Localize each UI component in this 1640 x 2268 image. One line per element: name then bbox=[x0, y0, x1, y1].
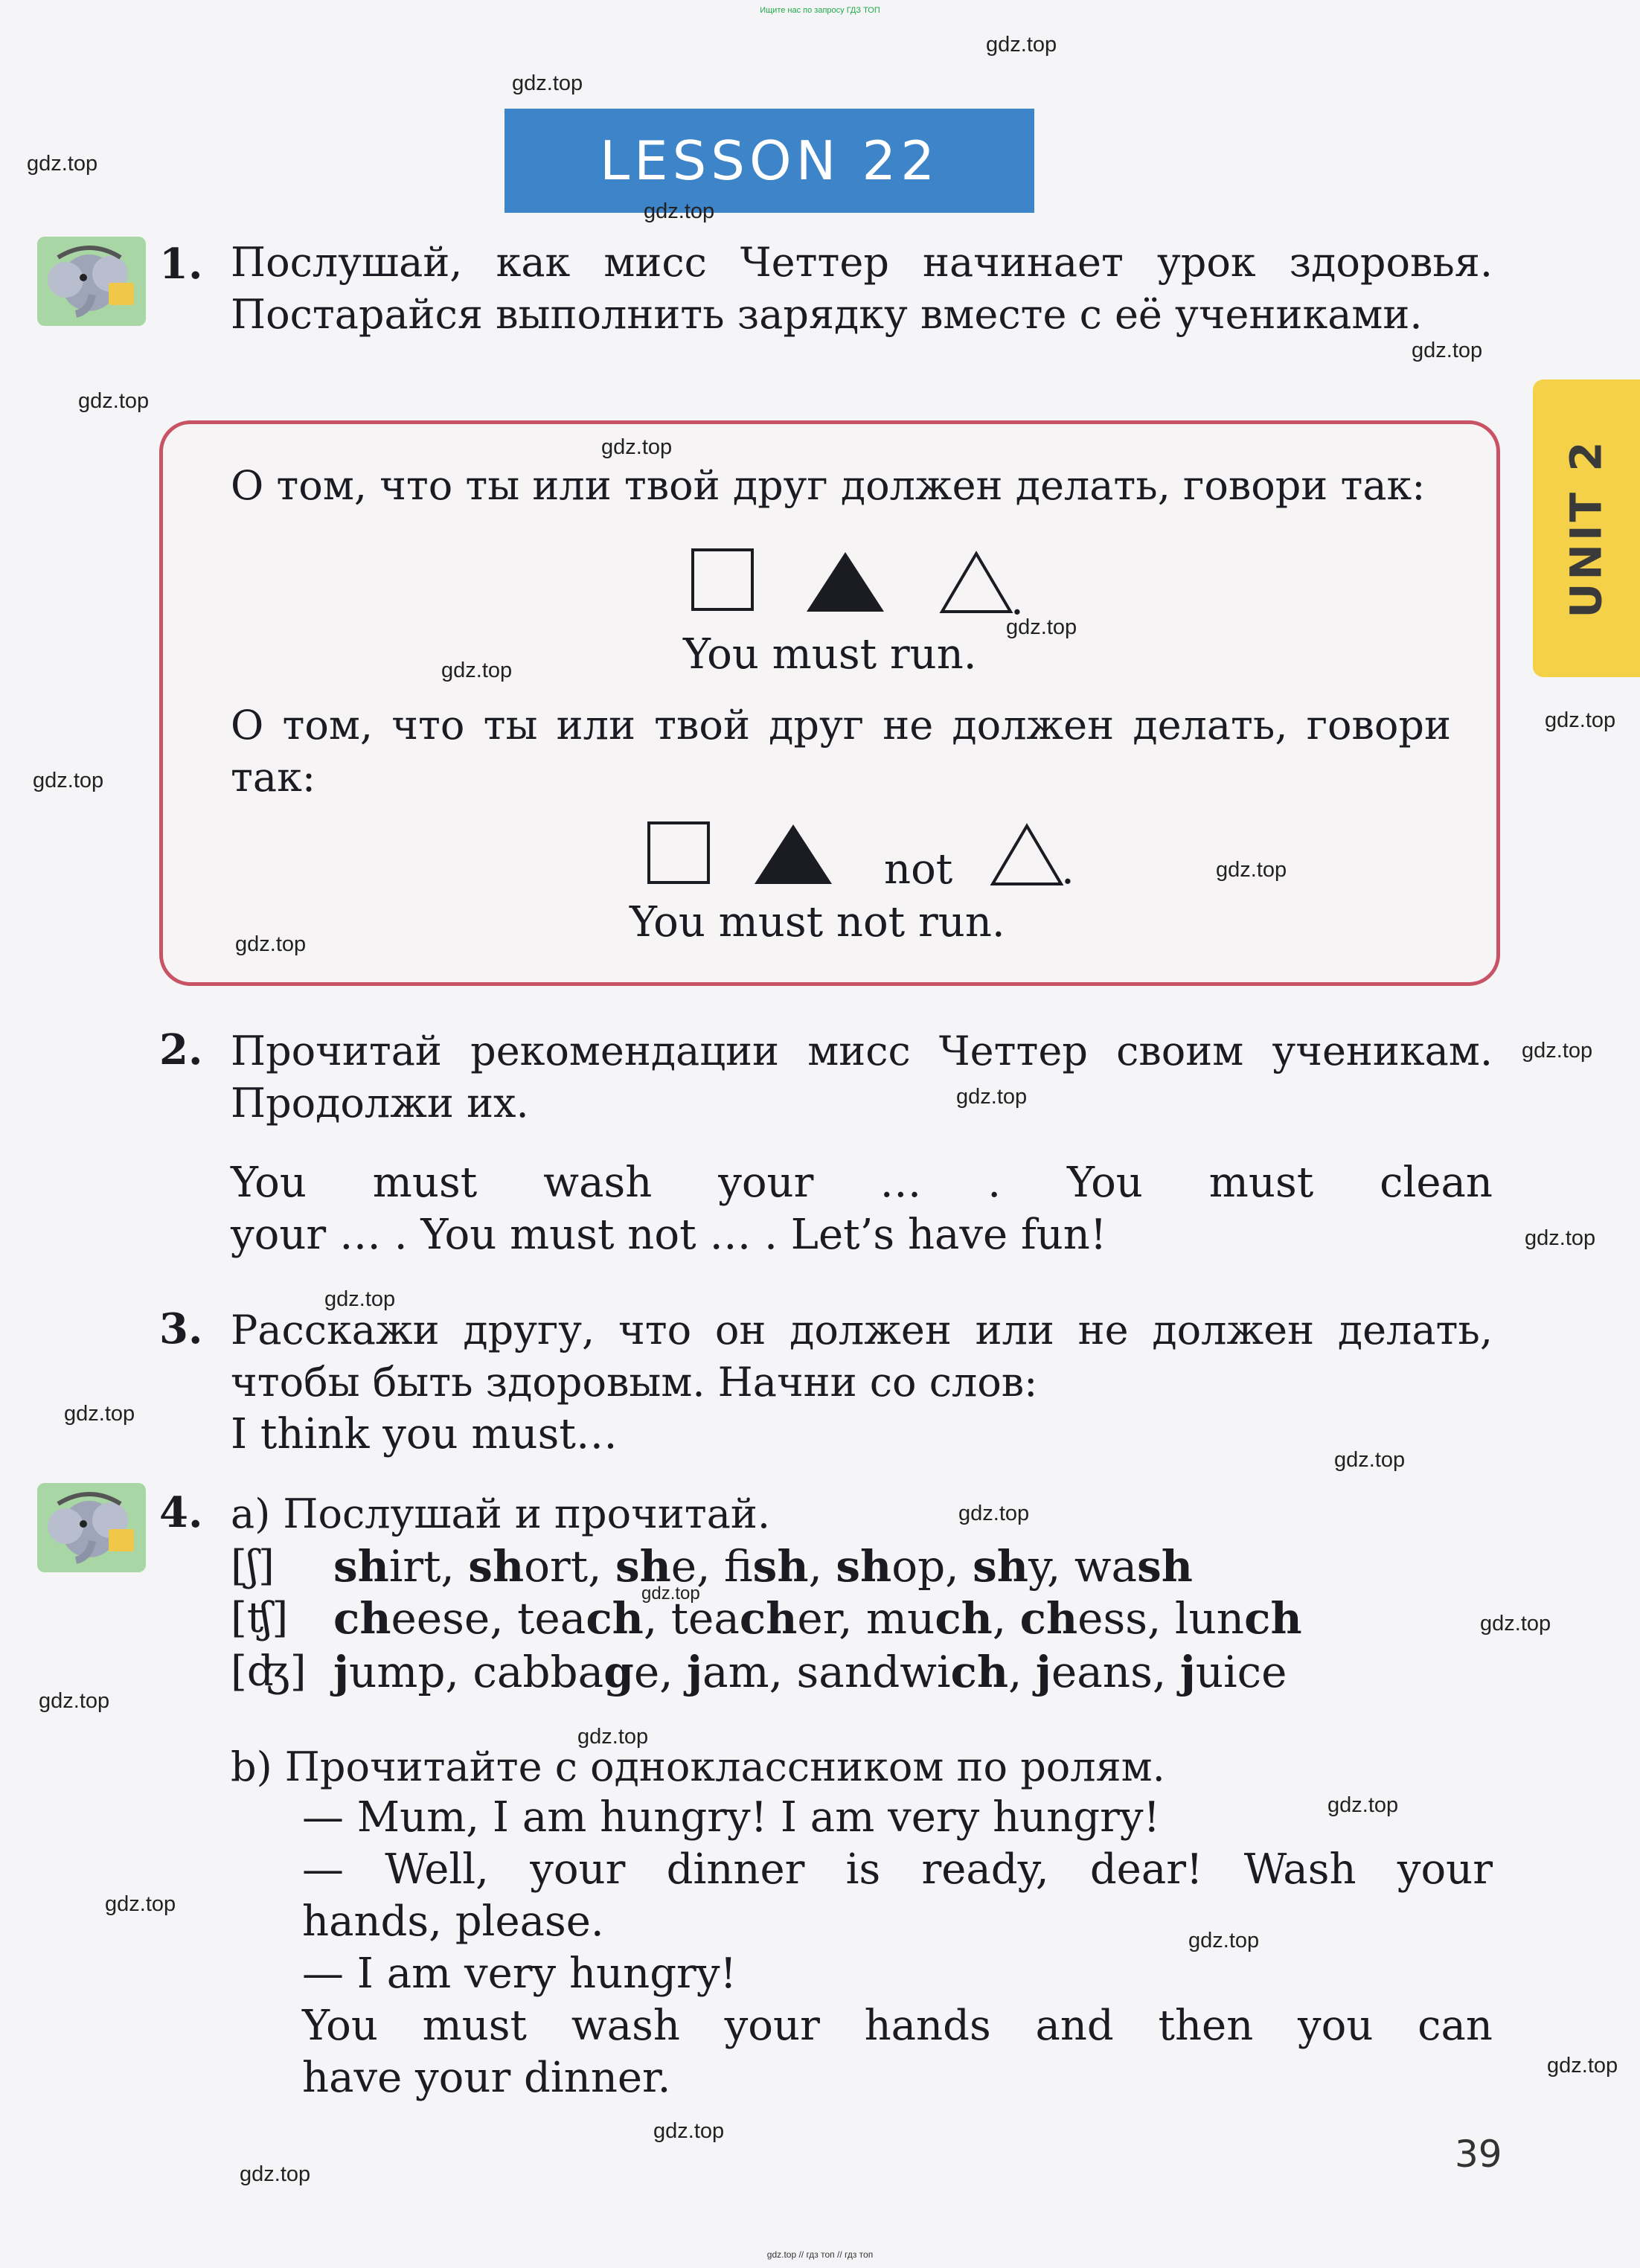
audio-elephant-icon bbox=[37, 1483, 146, 1572]
not-word: not bbox=[884, 845, 953, 894]
word-sound-letters: sh bbox=[973, 1541, 1028, 1592]
word-part: , bbox=[808, 1541, 822, 1592]
task-2-number: 2. bbox=[159, 1025, 203, 1074]
watermark: gdz.top bbox=[441, 659, 513, 682]
word-part: er, bbox=[797, 1593, 853, 1644]
watermark: gdz.top bbox=[1334, 1448, 1406, 1472]
watermark: gdz.top bbox=[1216, 858, 1287, 882]
watermark: gdz.top bbox=[105, 1892, 176, 1916]
word-sound-letters: j bbox=[1035, 1647, 1051, 1697]
word-sound-letters: ch bbox=[586, 1593, 644, 1644]
phonetic-word bbox=[1074, 1541, 1193, 1592]
watermark: gdz.top bbox=[577, 1725, 649, 1749]
phonetic-word bbox=[1020, 1593, 1162, 1644]
outline-triangle-symbol bbox=[939, 549, 1013, 615]
watermark: gdz.top bbox=[644, 199, 715, 223]
watermark: gdz.top bbox=[235, 932, 307, 956]
word-part: tea bbox=[670, 1593, 740, 1644]
watermark: gdz.top bbox=[1480, 1612, 1551, 1636]
word-sound-letters: ch bbox=[1019, 1593, 1078, 1644]
word-part: y, bbox=[1028, 1541, 1061, 1592]
dialogue-line: — Mum, I am hungry! I am very hungry! bbox=[302, 1793, 1161, 1842]
word-sound-letters: ch bbox=[950, 1647, 1008, 1697]
rule-must-intro: О том, что ты или твой друг должен делать, говори так: bbox=[231, 462, 1426, 509]
word-part: cabba bbox=[473, 1647, 604, 1697]
word-part: lun bbox=[1174, 1593, 1245, 1644]
word-sound-letters: ch bbox=[935, 1593, 993, 1644]
watermark: gdz.top bbox=[986, 33, 1057, 57]
watermark: gdz.top bbox=[78, 389, 150, 413]
square-symbol bbox=[690, 547, 755, 612]
word-part: ess, bbox=[1077, 1593, 1162, 1644]
task-2-line-2: your … . You must not … . Let’s have fun! bbox=[231, 1211, 1107, 1259]
watermark: gdz.top bbox=[1525, 1226, 1596, 1250]
word-part: wa bbox=[1074, 1541, 1138, 1592]
lesson-title-banner: LESSON 22 bbox=[505, 109, 1034, 213]
unit-label: UNIT 2 bbox=[1561, 438, 1612, 618]
word-part: fi bbox=[723, 1541, 753, 1592]
word-part: am, bbox=[702, 1647, 784, 1697]
unit-tab bbox=[1533, 379, 1640, 677]
watermark: gdz.top bbox=[956, 1085, 1028, 1109]
phonetic-word bbox=[468, 1541, 601, 1592]
dialogue-line: have your dinner. bbox=[302, 2054, 671, 2102]
word-part: , bbox=[643, 1593, 658, 1644]
word-part: eans, bbox=[1051, 1647, 1167, 1697]
word-part: irt, bbox=[388, 1541, 455, 1592]
phonetic-symbol: [ʧ] bbox=[231, 1594, 289, 1642]
phonetic-word bbox=[973, 1541, 1060, 1592]
rule-mustnot-intro: О том, что ты или твой друг не должен делать, говори так: bbox=[231, 702, 1451, 801]
watermark: gdz.top bbox=[512, 71, 583, 95]
top-note: Ищите нас по запросу ГДЗ ТОП bbox=[760, 6, 880, 15]
watermark: gdz.top bbox=[958, 1502, 1030, 1525]
word-part: uice bbox=[1195, 1647, 1287, 1697]
phonetic-word bbox=[517, 1593, 657, 1644]
filled-triangle-symbol bbox=[804, 549, 887, 615]
must-symbol-dot: . bbox=[1010, 576, 1024, 624]
dialogue-line: — I am very hungry! bbox=[302, 1950, 737, 1998]
watermark: gdz.top bbox=[324, 1287, 396, 1311]
phonetic-words-row bbox=[333, 1592, 1302, 1644]
word-part: e, bbox=[633, 1647, 673, 1697]
word-sound-letters: sh bbox=[752, 1541, 809, 1592]
phonetic-words-row bbox=[333, 1646, 1287, 1698]
task-3-text: Расскажи другу, что он должен или не должен делать, чтобы быть здоровым. Начни со слов: bbox=[231, 1307, 1493, 1406]
watermark: gdz.top bbox=[1006, 615, 1077, 639]
task-2-line-1: You must wash your … . You must clean bbox=[231, 1159, 1493, 1207]
phonetic-word bbox=[836, 1541, 958, 1592]
phonetic-word bbox=[333, 1647, 459, 1697]
filled-triangle-symbol bbox=[752, 821, 835, 887]
watermark: gdz.top bbox=[1522, 1039, 1593, 1063]
watermark: gdz.top bbox=[240, 2162, 311, 2186]
phonetic-word bbox=[866, 1593, 1006, 1644]
outline-triangle-symbol bbox=[990, 821, 1064, 887]
watermark: gdz.top bbox=[653, 2119, 725, 2143]
watermark: gdz.top bbox=[33, 769, 104, 792]
task-3-number: 3. bbox=[159, 1304, 203, 1354]
phonetic-word bbox=[1036, 1647, 1166, 1697]
watermark: gdz.top bbox=[1188, 1929, 1260, 1953]
phonetic-word bbox=[473, 1647, 673, 1697]
word-sound-letters: sh bbox=[333, 1541, 389, 1592]
task-4-part-a: a) Послушай и прочитай. bbox=[231, 1490, 771, 1537]
watermark: gdz.top bbox=[64, 1402, 135, 1426]
page-number: 39 bbox=[1455, 2133, 1502, 2176]
dialogue-line: You must wash your hands and then you can bbox=[302, 2002, 1493, 2050]
watermark: gdz.top bbox=[641, 1583, 700, 1604]
phonetic-word bbox=[1180, 1647, 1287, 1697]
watermark: gdz.top bbox=[1545, 708, 1616, 732]
watermark: gdz.top bbox=[601, 435, 673, 459]
watermark: gdz.top bbox=[1547, 2054, 1618, 2078]
word-sound-letters: j bbox=[333, 1647, 349, 1697]
word-part: mu bbox=[865, 1593, 935, 1644]
rule-must-example: You must run. bbox=[683, 630, 977, 679]
task-4-number: 4. bbox=[159, 1488, 203, 1537]
word-sound-letters: ch bbox=[333, 1593, 391, 1644]
watermark: gdz.top bbox=[39, 1689, 110, 1713]
task-1-text: Послушай, как мисс Четтер начинает урок здоровья. Постарайся выполнить зарядку вместе с её учениками. bbox=[231, 239, 1493, 338]
phonetic-word bbox=[1175, 1593, 1302, 1644]
word-part: e, bbox=[670, 1541, 711, 1592]
word-sound-letters: ch bbox=[1244, 1593, 1302, 1644]
watermark: gdz.top bbox=[1327, 1793, 1399, 1817]
watermark: gdz.top bbox=[1412, 339, 1483, 362]
task-3-line: I think you must… bbox=[231, 1410, 618, 1458]
task-1-number: 1. bbox=[159, 240, 203, 289]
phonetic-word bbox=[687, 1647, 783, 1697]
word-sound-letters: g bbox=[603, 1647, 634, 1697]
watermark: gdz.top bbox=[27, 152, 98, 176]
phonetic-symbol: [ʃ] bbox=[231, 1542, 275, 1590]
word-part: , bbox=[992, 1593, 1007, 1644]
audio-elephant-icon bbox=[37, 237, 146, 326]
word-sound-letters: j bbox=[687, 1647, 703, 1697]
word-sound-letters: sh bbox=[615, 1541, 671, 1592]
word-part: eese, bbox=[391, 1593, 504, 1644]
rule-mustnot-example: You must not run. bbox=[630, 898, 1005, 946]
phonetic-word bbox=[796, 1647, 1022, 1697]
word-sound-letters: sh bbox=[836, 1541, 892, 1592]
dialogue-line: — Well, your dinner is ready, dear! Wash your bbox=[302, 1845, 1493, 1894]
square-symbol bbox=[646, 820, 711, 885]
word-sound-letters: ch bbox=[739, 1593, 798, 1644]
task-2-text: Прочитай рекомендации мисс Четтер своим ученикам. Продолжи их. bbox=[231, 1028, 1493, 1127]
word-sound-letters: j bbox=[1179, 1647, 1196, 1697]
phonetic-words-row bbox=[333, 1540, 1193, 1592]
word-part: tea bbox=[517, 1593, 586, 1644]
task-4-part-b: b) Прочитайте с одноклассником по ролям. bbox=[231, 1743, 1165, 1790]
word-part: , bbox=[1008, 1647, 1022, 1697]
dialogue-line: hands, please. bbox=[302, 1897, 604, 1946]
word-part: ump, bbox=[349, 1647, 459, 1697]
word-part: ort, bbox=[524, 1541, 602, 1592]
word-sound-letters: sh bbox=[468, 1541, 525, 1592]
phonetic-word bbox=[724, 1541, 822, 1592]
phonetic-word bbox=[333, 1593, 504, 1644]
bottom-note: gdz.top // гдз топ // гдз топ bbox=[766, 2249, 874, 2260]
phonetic-symbol: [ʤ] bbox=[231, 1647, 307, 1696]
word-part: op, bbox=[891, 1541, 959, 1592]
phonetic-word bbox=[333, 1541, 455, 1592]
word-sound-letters: sh bbox=[1137, 1541, 1193, 1592]
word-part: sandwi bbox=[796, 1647, 951, 1697]
mustnot-symbol-dot: . bbox=[1061, 845, 1074, 894]
